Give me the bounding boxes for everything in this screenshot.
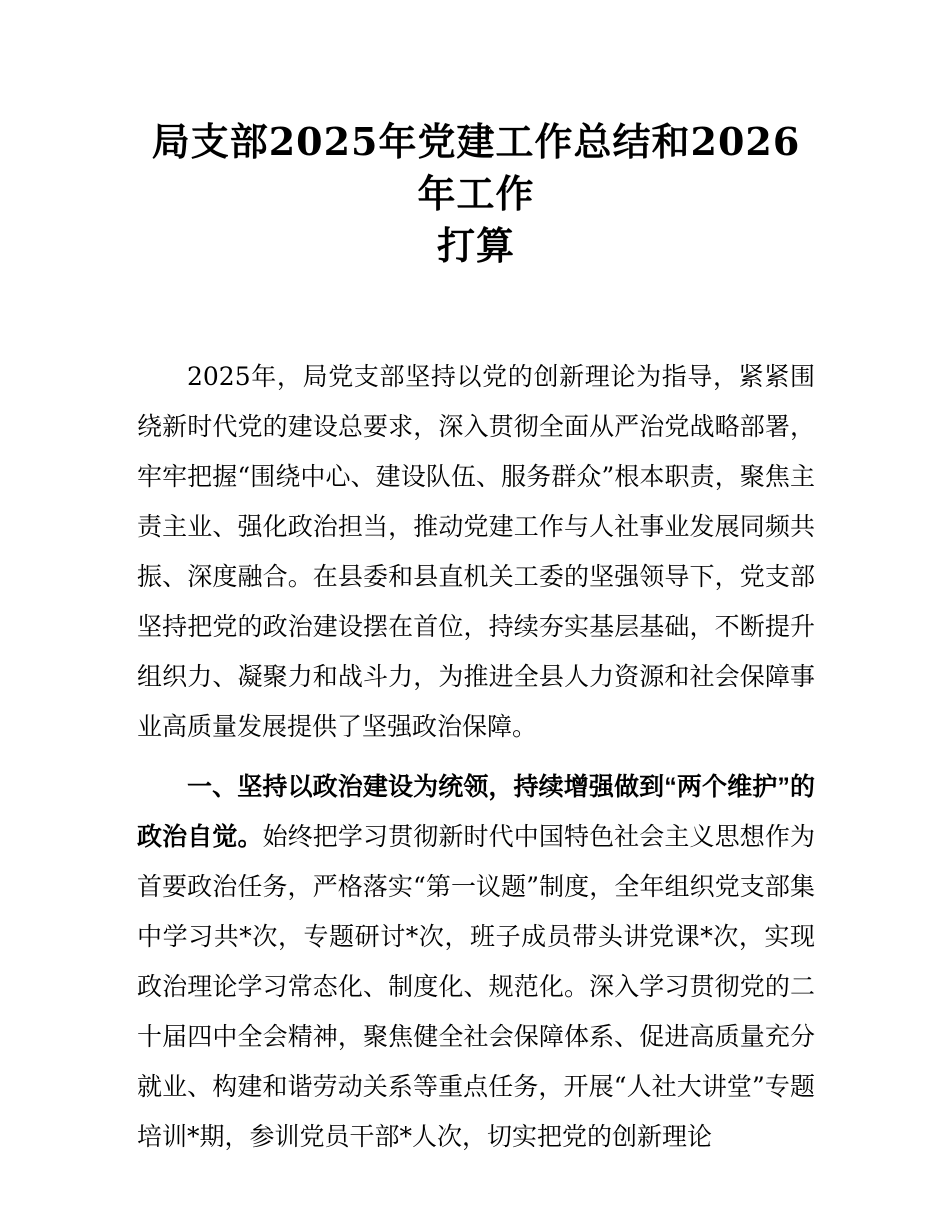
document-title-line-2: 打算 <box>436 223 515 268</box>
document-body <box>137 352 815 1162</box>
body-text-run: 2025年，局党支部坚持以党的创新理论为指导，紧紧围绕新时代党的建设总要求，深入贯彻全面从严治党战略部署，牢牢把握“围绕中心、建设队伍、服务群众”根本职责，聚焦主责主业、强化政治担当，推动党建工作与人社事业发展同频共振、深度融合。在县委和县直机关工委的坚强领导下，党支部坚持把党的政治建设摆在首位，持续夯实基层基础，不断提升组织力、凝聚力和战斗力，为推进全县人力资源和社会保障事业高质量发展提供了坚强政治保障。 <box>137 362 815 741</box>
paragraph <box>137 352 815 752</box>
heading-run: 一、坚持以政治建设为统领，持续增强做到“两个维护”的政治自觉。 <box>137 773 815 851</box>
document-title <box>137 116 815 272</box>
paragraph <box>137 762 815 1162</box>
body-text-run: 始终把学习贯彻新时代中国特色社会主义思想作为首要政治任务，严格落实“第一议题”制度，全年组织党支部集中学习共*次，专题研讨*次，班子成员带头讲党课*次，实现政治理论学习常态化、制度化、规范化。深入学习贯彻党的二十届四中全会精神，聚焦健全社会保障体系、促进高质量充分就业、构建和谐劳动关系等重点任务，开展“人社大讲堂”专题培训*期，参训党员干部*人次，切实把党的创新理论 <box>137 822 815 1151</box>
document-title-line-1: 局支部2025年党建工作总结和2026年工作 <box>151 119 801 216</box>
